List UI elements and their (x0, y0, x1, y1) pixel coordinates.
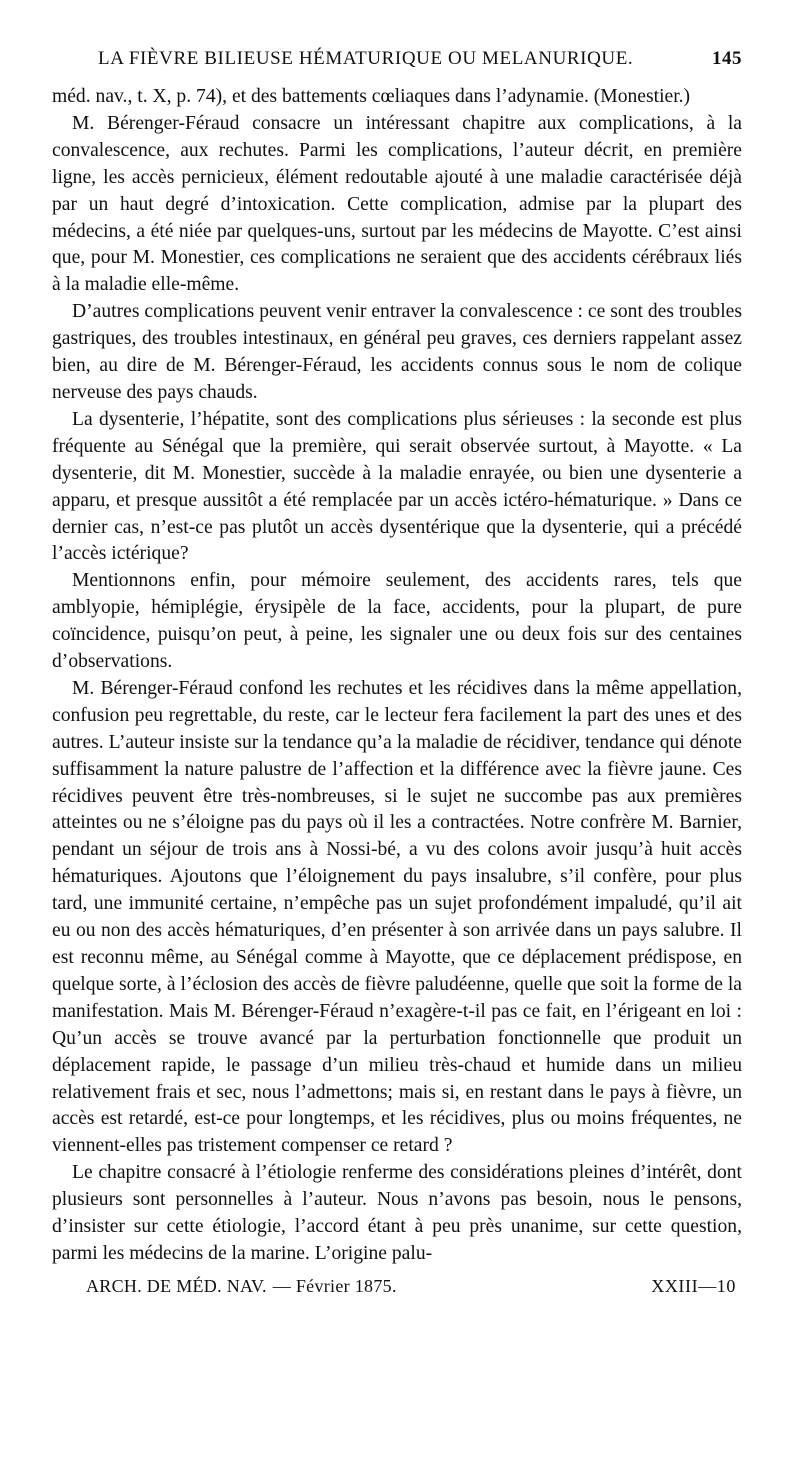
paragraph: M. Bérenger-Féraud consacre un intéressant chapitre aux complications, à la convalescence, aux rechutes. Parmi les complications, l’auteur décrit, en première ligne, les accès pernicieux, élément redoutable ajouté à une maladie caractérisée déjà par un haut degré d’intoxication. Cette complication, admise par la plupart des médecins, a été niée par quelques-uns, surtout par les médecins de Mayotte. C’est ainsi que, pour M. Monestier, ces complications ne seraient que des accidents cérébraux liés à la maladie elle-même. (52, 112, 742, 296)
journal-date: — Février 1875. (272, 1275, 397, 1296)
journal-abbreviation: ARCH. DE MÉD. NAV. (86, 1275, 267, 1296)
paragraph: Le chapitre consacré à l’étiologie renferme des considérations pleines d’intérêt, dont plusieurs sont personnelles à l’auteur. Nous n’avons pas besoin, nous le pensons, d’insister sur cette étiologie, l’accord étant à peu près unanime, sur cette question, parmi les médecins de la marine. L’origine palu- (52, 1162, 742, 1264)
running-title: LA FIÈVRE BILIEUSE HÉMATURIQUE OU MELANURIQUE. (98, 48, 634, 69)
paragraph: Mentionnons enfin, pour mémoire seulement, des accidents rares, tels que amblyopie, hémiplégie, érysipèle de la face, accidents, pour la plupart, de pure coïncidence, puisqu’on peut, à peine, les signaler une ou deux fois sur des centaines d’observations. (52, 570, 742, 673)
paragraph: La dysenterie, l’hépatite, sont des complications plus sérieuses : la seconde est plus fréquente au Sénégal que la première, qui serait observée surtout, à Mayotte. « La dysenterie, dit M. Monestier, succède à la maladie enrayée, ou bien une dysenterie a apparu, et presque aussitôt a été remplacée par un accès ictéro-hématurique. » Dans ce dernier cas, n’est-ce pas plutôt un accès dysentérique que la dysenterie, qui a précédé l’accès ictérique? (52, 408, 742, 565)
document-page (52, 46, 742, 1298)
page-footer (52, 1274, 742, 1298)
page-header (98, 46, 742, 72)
paragraph: D’autres complications peuvent venir entraver la convalescence : ce sont des troubles gastriques, des troubles intestinaux, en général peu graves, ces derniers rappelant assez bien, au dire de M. Bérenger-Féraud, les accidents connus sous le nom de colique nerveuse des pays chauds. (52, 301, 742, 403)
page-number: 145 (712, 48, 742, 69)
body-text (52, 84, 742, 1268)
paragraph: M. Bérenger-Féraud confond les rechutes et les récidives dans la même appellation, confusion peu regrettable, du reste, car le lecteur fera facilement la part des unes et des autres. L’auteur insiste sur la tendance qu’a la maladie de récidiver, tendance qui dénote suffisamment la nature palustre de l’affection et la différence avec la fièvre jaune. Ces récidives peuvent être très-nombreuses, si le sujet ne succombe pas aux premières atteintes ou ne s’éloigne pas du pays où il les a contractées. Notre confrère M. Barnier, pendant un séjour de trois ans à Nossi-bé, a vu des colons avoir jusqu’à huit accès hématuriques. Ajoutons que l’éloignement du pays insalubre, s’il confère, pour plus tard, une immunité certaine, n’empêche pas un sujet profondément impaludé, qu’il ait eu ou non des accès hématuriques, d’en présenter à son arrivée dans un pays salubre. Il est reconnu même, au Sénégal comme à Mayotte, que ce déplacement prédispose, en quelque sorte, à l’éclosion des accès de fièvre paludéenne, quelle que soit la forme de la manifestation. Mais M. Bérenger-Féraud n’exagère-t-il pas ce fait, en l’érigeant en loi : Qu’un accès se trouve avancé par la perturbation fonctionnelle que produit un déplacement rapide, le passage d’un milieu très-chaud et humide dans un milieu relativement frais et sec, nous l’admettons; mais si, en restant dans le pays à fièvre, un accès est retardé, est-ce pour longtemps, et les récidives, plus ou moins fréquentes, ne viennent-elles pas tristement compenser ce retard ? (52, 677, 742, 1157)
journal-reference (86, 1274, 397, 1298)
signature-mark: XXIII—10 (651, 1275, 736, 1296)
paragraph: méd. nav., t. X, p. 74), et des battements cœliaques dans l’adynamie. (Monestier.) (52, 86, 691, 107)
